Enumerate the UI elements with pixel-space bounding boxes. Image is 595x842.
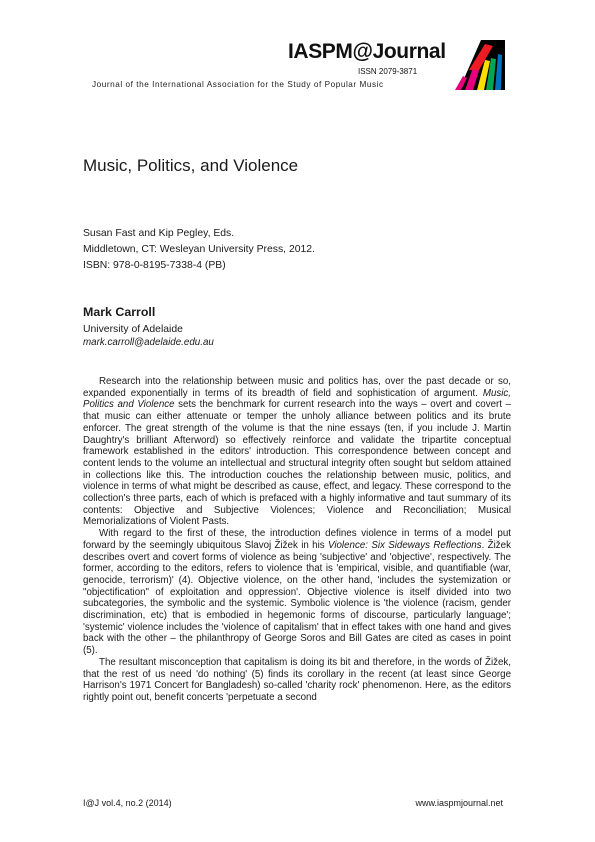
author-email[interactable]: mark.carroll@adelaide.edu.au [83, 337, 214, 348]
paragraph: The resultant misconception that capitalism is doing its bit and therefore, in the words of Žižek, that the rest of us need 'do nothing' (5) finds its corollary in the recent (at least since George Harrison's 1971 Concert for Bangladesh) so-called 'charity rock' phenomenon. Here, as the editors rightly point out, benefit concerts 'perpetuate a second [83, 656, 511, 703]
issn: ISSN 2079-3871 [358, 67, 418, 76]
footer-issue: I@J vol.4, no.2 (2014) [83, 798, 172, 808]
review-body [83, 376, 511, 704]
paragraph: With regard to the first of these, the introduction defines violence in terms of a model put forward by the seemingly ubiquitous Slavoj Žižek in his Violence: Six Sideways Reflections. Žižek describes overt and covert forms of violence as being 'subjective' and 'objective', respectively. The former, according to the editors, refers to violence that is 'empirical, visible, and quantifiable (war, genocide, terrorism)' (4). Objective violence, on the other hand, 'includes the systemization or "objectification" of exploitation and oppression'. Objective violence is itself divided into two subcategories, the symbolic and the systemic. Symbolic violence is 'the violence (racism, gender discrimination, etc) that is embodied in hegemonic forms of discourse, particularly language'; 'systemic' violence includes the 'violence of capitalism' that in effect takes with one hand and gives back with the other – the philanthropy of George Soros and Bill Gates are cited as cases in point (5). [83, 528, 511, 657]
book-citation [83, 226, 523, 274]
book-publisher: Middletown, CT: Wesleyan University Press, 2012. [83, 244, 315, 255]
paragraph: Research into the relationship between music and politics has, over the past decade or so, expanded exponentially in terms of its breadth of field and sophistication of argument. Music, Politics and Violence sets the benchmark for current research into the ways – overt and covert – that music can either attenuate or temper the unholy alliance between politics and its brute enforcer. The great strength of the volume is that the nine essays (ten, if you include J. Martin Daughtry's brilliant Afterword) so effectively reinforce and validate the tripartite conceptual framework established in the editors' introduction. This correspondence between concept and content lends to the volume an intellectual and structural integrity often sought but seldom attained in collections like this. The introduction couches the relationship between music, politics, and violence in terms of what might be described as cause, effect, and legacy. These correspond to the collection's three parts, each of which is prefaced with a highly informative and taut summary of its contents: Objective and Subjective Violences; Violence and Reconciliation; Musical Memorializations of Violent Pasts. [83, 376, 511, 528]
journal-name: IASPM@Journal [288, 40, 446, 63]
footer-website[interactable]: www.iaspmjournal.net [415, 798, 503, 808]
article-title: Music, Politics, and Violence [83, 156, 299, 175]
journal-subtitle: Journal of the International Association for the Study of Popular Music [92, 80, 384, 89]
author-affiliation: University of Adelaide [83, 324, 183, 335]
journal-masthead [0, 0, 595, 100]
journal-logo-icon [455, 40, 505, 90]
author-name: Mark Carroll [83, 305, 156, 319]
book-isbn: ISBN: 978-0-8195-7338-4 (PB) [83, 260, 226, 271]
book-editors: Susan Fast and Kip Pegley, Eds. [83, 228, 235, 239]
